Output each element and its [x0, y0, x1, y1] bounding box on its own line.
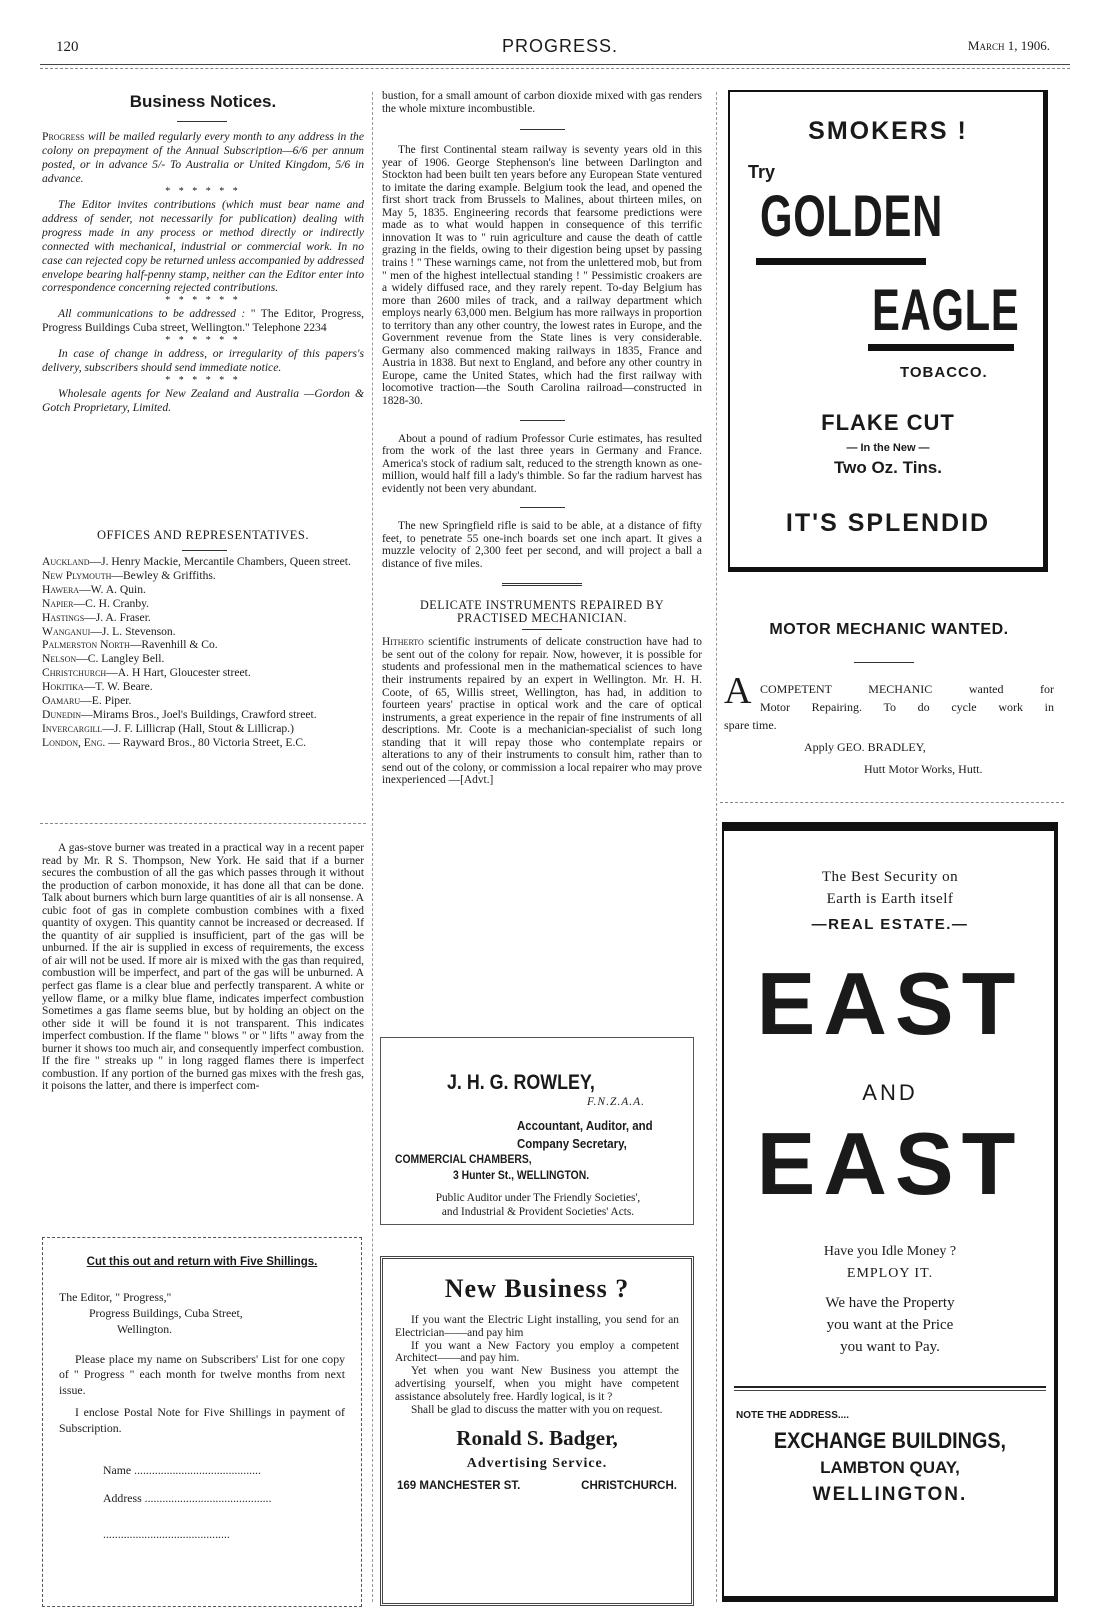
- lambton-quay: LAMBTON QUAY,: [820, 1458, 960, 1477]
- badger-paragraph: Shall be glad to discuss the matter with you on request.: [411, 1403, 663, 1416]
- office-rep: — Rayward Bros., 80 Victoria Street, E.C.: [105, 735, 306, 749]
- gas-stove-article: [42, 842, 364, 1093]
- column-divider: [716, 92, 717, 1602]
- office-place: Palmerston North: [42, 638, 130, 652]
- divider: [520, 129, 565, 130]
- office-place: Napier: [42, 596, 74, 610]
- rifle-article: The new Springfield rifle is said to be able, at a distance of fifty feet, to penetrate 55 one-inch boards set one inch apart. It gives a muzzle velocity of 2,300 feet per second, and will project a ball a distance of five miles.: [382, 520, 702, 570]
- divider: [522, 629, 562, 630]
- name-label: Name: [103, 1463, 132, 1478]
- office-rep: —J. Henry Mackie, Mercantile Chambers, Queen street.: [89, 555, 351, 568]
- golden-bar: [756, 258, 926, 265]
- and-text: AND: [862, 1080, 918, 1105]
- rowley-credentials: F.N.Z.A.A.: [587, 1096, 646, 1108]
- masthead-title: PROGRESS.: [501, 36, 619, 56]
- col3-divider: [720, 802, 1064, 803]
- rowley-name: J. H. G. ROWLEY,: [447, 1071, 595, 1094]
- address-field-line2[interactable]: [103, 1527, 343, 1541]
- name-field[interactable]: [103, 1463, 343, 1477]
- real-estate-advertisement: [722, 822, 1058, 1602]
- office-place: Hokitika: [42, 680, 84, 694]
- office-item: [42, 638, 364, 652]
- rowley-line: Accountant, Auditor, and: [517, 1118, 653, 1133]
- tobacco-advertisement: [728, 90, 1048, 572]
- try-label: Try: [748, 162, 776, 182]
- estate-line: The Best Security on: [821, 869, 959, 885]
- office-item: [42, 666, 364, 680]
- subscription-body: will be mailed regularly every month to any address in the colony on prepayment of the Annual Subscription—6/6 per annum posted, or in advance 5/- To Australia or United Kingdom, 5/6 in advance.: [42, 130, 364, 186]
- radium-article: About a pound of radium Professor Curie estimates, has resulted from the work of the last three years in Germany and France. America's stock of radium salt, reduced to the strength known as one-million, would half fill a lady's thimble. So far the radium harvest has evidently not been very abundant.: [382, 432, 702, 495]
- office-place: Christchurch: [42, 666, 107, 680]
- eagle-bar: [868, 344, 1014, 351]
- change-of-address: In case of change in address, or irregularity of this papers's delivery, subscribers should send immediate notice.: [42, 347, 364, 375]
- stars-divider: * * * * * *: [165, 186, 241, 198]
- delicate-lead: Hitherto: [382, 636, 424, 649]
- office-place: Wanganui: [42, 624, 91, 638]
- heading-underline: [177, 121, 227, 122]
- coupon-heading: Cut this out and return with Five Shillings.: [86, 1256, 318, 1268]
- in-the-new: — In the New —: [846, 442, 930, 454]
- name-dots: ...........................................: [134, 1463, 261, 1478]
- motor-apply: Apply GEO. BRADLEY,: [804, 740, 926, 754]
- office-rep: —E. Piper.: [80, 694, 132, 708]
- motor-heading: MOTOR MECHANIC WANTED.: [769, 621, 1009, 638]
- communications: [42, 307, 364, 335]
- wellington: WELLINGTON.: [812, 1484, 968, 1505]
- page-number: 120: [56, 39, 79, 55]
- office-place: Hawera: [42, 582, 80, 596]
- stars-divider: * * * * * *: [165, 374, 241, 386]
- offices-list: [42, 555, 364, 750]
- tobacco-label: TOBACCO.: [900, 364, 988, 381]
- office-item: [42, 680, 364, 694]
- double-divider: [502, 583, 582, 587]
- office-rep: —C. H. Cranby.: [73, 596, 150, 610]
- divider: [520, 507, 565, 508]
- communications-address: " The Editor, Progress, Progress Buildings Cuba street, Wellington." Telephone 2234: [42, 307, 364, 335]
- subscription-lead: Progress: [42, 130, 85, 144]
- address-dots: ...........................................: [144, 1491, 272, 1506]
- property-line: you want at the Price: [826, 1317, 954, 1333]
- note-address: NOTE THE ADDRESS....: [736, 1410, 849, 1421]
- header-rule-2: [40, 68, 1070, 69]
- offices-underline: [182, 550, 227, 551]
- motor-dropcap: A: [724, 670, 752, 712]
- exchange-buildings: EXCHANGE BUILDINGS,: [773, 1428, 1007, 1453]
- column-two: [382, 90, 702, 787]
- office-rep: —W. A. Quin.: [79, 582, 146, 596]
- two-oz-tins: Two Oz. Tins.: [834, 458, 942, 477]
- office-item: [42, 736, 364, 750]
- its-splendid: IT'S SPLENDID: [785, 509, 991, 537]
- coupon-to-line: Progress Buildings, Cuba Street,: [89, 1305, 243, 1320]
- eagle-text: EAGLE: [872, 278, 1020, 343]
- office-rep: —T. W. Beare.: [83, 680, 153, 694]
- subscription-coupon[interactable]: [42, 1237, 362, 1607]
- office-place: Dunedin: [42, 707, 82, 721]
- badger-heading: New Business ?: [444, 1274, 630, 1303]
- office-rep: —J. F. Lillicrap (Hall, Stout & Lillicrap.): [102, 721, 294, 735]
- top-bar: [724, 824, 1056, 831]
- office-place: New Plymouth: [42, 568, 112, 582]
- office-rep: —A. H Hart, Gloucester street.: [106, 666, 251, 680]
- coupon-to-line: Wellington.: [117, 1321, 173, 1336]
- office-item: [42, 652, 364, 666]
- subscription-text: [42, 130, 364, 186]
- badger-name: Ronald S. Badger,: [456, 1426, 618, 1451]
- east-text: EAST: [756, 1114, 1024, 1213]
- offices-section: [42, 528, 364, 750]
- property-line: you want to Pay.: [840, 1339, 940, 1355]
- rowley-line: Company Secretary,: [517, 1136, 627, 1151]
- address-field[interactable]: [103, 1491, 343, 1505]
- address-dots: ...........................................: [103, 1527, 230, 1542]
- flake-cut: FLAKE CUT: [821, 410, 955, 435]
- address-label: Address: [103, 1491, 142, 1506]
- motor-line: Motor Repairing. To do cycle work in: [760, 700, 1054, 714]
- rowley-line: and Industrial & Provident Societies' Acts.: [441, 1206, 635, 1218]
- divider: [520, 420, 565, 421]
- coupon-enclose: I enclose Postal Note for Five Shillings in payment of Subscription.: [59, 1405, 345, 1436]
- stars-divider: * * * * * *: [165, 335, 241, 347]
- estate-line: Earth is Earth itself: [826, 891, 954, 907]
- office-item: [42, 555, 364, 569]
- estate-rule: [734, 1386, 1046, 1388]
- offices-heading: OFFICES AND REPRESENTATIVES.: [97, 528, 309, 542]
- rowley-line: 3 Hunter St., WELLINGTON.: [453, 1170, 590, 1182]
- office-rep: —C. Langley Bell.: [76, 652, 165, 666]
- property-line: We have the Property: [825, 1295, 955, 1311]
- office-place: London, Eng.: [42, 735, 106, 749]
- business-notices-heading: Business Notices.: [129, 92, 277, 111]
- gas-stove-text: A gas-stove burner was treated in a practical way in a recent paper read by Mr. R S. Thompson, New York. He said that if a burner secures the combustion of all the gas which passes through it without the production of carbon monoxide, it has done all that can be done. Talk about burners which burn large quantities of air is all nonsense. A cubic foot of gas in complete combustion combines with a fixed quantity of oxygen. This quantity cannot be increased or decreased. If the quantity of air supplied is insufficient, part of the gas will be unburned. If the air is supplied in excess of requirements, the excess of air will not be used. If more air is mixed with the gas than required, combustion will be imperfect, and part of the gas will be unburned. A perfect gas flame is a clear blue and perfectly transparent. A white or yellow flame, or a milky blue flame, indicates imperfect combustion Sometimes a gas flame seems blue, but by holding an object on the other side it will be found it is not transparent. This indicates imperfect combustion. If the flame " blows " or " lifts " away from the burner it shows too much air, and consequently imperfect combustion. If the fire " streaks up " in long ragged flames there is imperfect combustion. If any portion of the burned gas mixes with the fresh gas, it poisons the latter, and there is imperfect com-: [42, 842, 364, 1093]
- office-item: [42, 569, 364, 583]
- employ-it: EMPLOY IT.: [846, 1266, 934, 1281]
- issue-date: March 1, 1906.: [967, 38, 1050, 53]
- header-rule: [40, 64, 1070, 65]
- estate-rule: [734, 1390, 1046, 1391]
- editor-contributions: The Editor invites contributions (which must bear name and address of sender, not necessarily for publication) dealing with progress made in any process or method directly or indirectly connected with mechanical, industrial or commercial work. In no case can rejected copy be returned unless accompanied by addressed envelope bearing half-penny stamp, neither can the Editor enter into correspondence concerning rejected contributions.: [42, 198, 364, 295]
- communications-intro: All communications to be addressed :: [58, 307, 246, 321]
- office-place: Hastings: [42, 610, 85, 624]
- office-item: [42, 611, 364, 625]
- office-item: [42, 597, 364, 611]
- office-rep: —Ravenhill & Co.: [129, 638, 218, 652]
- railway-article: The first Continental steam railway is seventy years old in this year of 1906. George Stephenson's line between Darlington and Stockton had been built ten years before any European State ventured to imitate the daring example. Belgium took the lead, and opened the first short track from Brussels to Malines, about thirteen miles, on May 5, 1835. Engineering records that fearsome predictions were made as to what would happen in consequence of this terrific innovation It was to " ruin agriculture and cause the death of cattle grazing in the fields, owing to their digestion being upset by passing trains ! " These warnings came, not from the unlettered mob, but from " men of the highest intellectual standing ! " Pessimistic croakers are a widely diffused race, and they rarely repent. To-day Belgium has more than 2600 miles of track, and a railway department which employs nearly 63,000 men. Belgium has more railways in proportion to territory than any other country, the lowest rates in Europe, and the Government revenue from the State lines is very considerable. Germany also commenced making railways in 1835, France and Austria in 1838. But next to England, and before any other country in Europe, came the United States, which had the first railway with locomotive traction—the South Carolina railroad—constructed in 1828-30.: [382, 144, 702, 408]
- business-notices: [42, 92, 364, 415]
- office-item: [42, 625, 364, 639]
- office-place: Auckland: [42, 555, 90, 568]
- motor-line: spare time.: [724, 718, 777, 732]
- office-place: Invercargill: [42, 721, 103, 735]
- coupon-request: Please place my name on Subscribers' List for one copy of " Progress " each month for twelve months from next issue.: [59, 1351, 345, 1398]
- office-place: Nelson: [42, 652, 77, 666]
- delicate-body: scientific instruments of delicate construction have had to be sent out of the colony for repair. Now, however, it is possible for students and professional men in the mathematical sciences to have their instruments repaired by an expert in Wellington. Mr. H. H. Coote, of 65, Willis street, Wellington, has had, in addition to fourteen years' practise in optical work and the care of optical instruments, a great experience in the repair of fine instruments of all descriptions. Mr. Coote is a mechanician-specialist of such long standing that it will repay those who contemplate repairs or alterations to any of their instruments to consult him, rather than to send out of the colony, or commission a local repairer who may prove inexperienced —[Advt.]: [382, 636, 702, 787]
- delicate-heading: DELICATE INSTRUMENTS REPAIRED BY PRACTISED MECHANICIAN.: [419, 597, 665, 625]
- badger-service: Advertising Service.: [466, 1455, 608, 1471]
- office-place: Oamaru: [42, 694, 81, 708]
- continuation-text: bustion, for a small amount of carbon dioxide mixed with gas renders the whole mixture incombustible.: [382, 90, 702, 115]
- column-divider: [372, 92, 373, 1602]
- rowley-line: Public Auditor under The Friendly Societies',: [435, 1192, 641, 1204]
- wholesale-agents: Wholesale agents for New Zealand and Australia —Gordon & Gotch Proprietary, Limited.: [42, 386, 364, 414]
- office-item: [42, 708, 364, 722]
- office-rep: —J. A. Fraser.: [84, 610, 151, 624]
- motor-underline: [854, 662, 914, 663]
- badger-advertisement: [380, 1256, 694, 1606]
- badger-paragraph: Yet when you want New Business you attempt the advertising yourself, when you might have competent assistance absolutely free. Hardly logical, is it ?: [395, 1365, 679, 1403]
- delicate-text: [382, 636, 702, 787]
- badger-address: [397, 1480, 677, 1494]
- badger-city: CHRISTCHURCH.: [581, 1480, 677, 1493]
- rowley-advertisement: [380, 1037, 694, 1225]
- east-text: EAST: [756, 954, 1024, 1053]
- real-estate-label: —REAL ESTATE.—: [811, 916, 969, 933]
- office-rep: —Bewley & Griffiths.: [111, 568, 216, 582]
- golden-text: GOLDEN: [760, 184, 943, 249]
- office-rep: —Mirams Bros., Joel's Buildings, Crawford street.: [81, 707, 317, 721]
- coupon-to-line: The Editor, " Progress,": [59, 1289, 172, 1304]
- motor-works: Hutt Motor Works, Hutt.: [864, 762, 983, 776]
- motor-line: COMPETENT MECHANIC wanted for: [760, 682, 1054, 696]
- badger-body: [395, 1314, 679, 1416]
- stars-divider: * * * * * *: [165, 295, 241, 307]
- badger-street: 169 MANCHESTER ST.: [397, 1480, 521, 1493]
- office-rep: —J. L. Stevenson.: [90, 624, 176, 638]
- badger-paragraph: If you want a New Factory you employ a competent Architect——and pay him.: [395, 1339, 679, 1365]
- idle-money: Have you Idle Money ?: [823, 1244, 957, 1259]
- rowley-line: COMMERCIAL CHAMBERS,: [395, 1154, 532, 1166]
- badger-paragraph: If you want the Electric Light installing, you send for an Electrician——and pay him: [395, 1314, 679, 1339]
- motor-mechanic-advertisement: [724, 620, 1054, 776]
- smokers-heading: SMOKERS !: [808, 117, 968, 145]
- office-item: [42, 583, 364, 597]
- coupon-to: [59, 1290, 361, 1338]
- office-item: [42, 722, 364, 736]
- col1-divider: [40, 823, 366, 824]
- office-item: [42, 694, 364, 708]
